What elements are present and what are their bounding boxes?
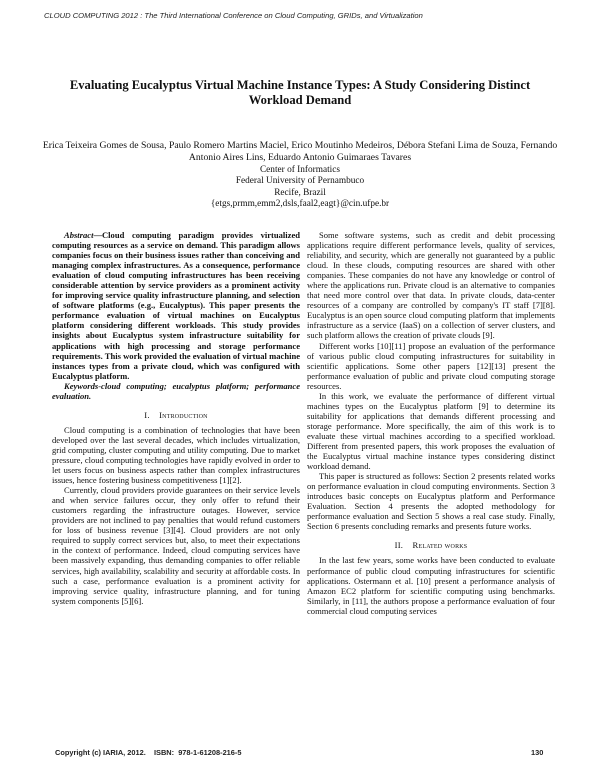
section-2-heading: [307, 540, 555, 550]
affiliation: [100, 165, 500, 210]
affiliation-city: Recife, Brazil: [274, 187, 326, 198]
paper-title: Evaluating Eucalyptus Virtual Machine Instance Types: A Study Considering Distinct Workload Demand: [69, 78, 531, 107]
footer-page-number: 130: [531, 748, 544, 757]
affiliation-email: {etgs,prmm,emm2,dsls,faal2,eagt}@cin.ufpe.br: [210, 198, 390, 209]
intro-paragraph-2: Currently, cloud providers provide guarantees on their service levels and when service failures occur, they only offer to refund their customers regarding the infrastructure outages. However, service providers are not inclined to pay penalties that would refund customers for loss of business revenue [3][4]. Cloud providers are not only required to supply correct services but, also, to meet their expectations in the context of performance. Indeed, cloud computing services have been massively expanding, thus demanding companies to offer reliable services, high availability, scalability and security at affordable costs. In such a case, performance evaluation is a prominent activity for improving service quality, infrastructure planning, and for tuning system components [5][6].: [52, 485, 300, 606]
section-2-number: II.: [394, 540, 404, 551]
intro-paragraph-4: Different works [10][11] propose an evaluation of the performance of various public cloud computing infrastructures for suitability in scientific applications. Some other papers [12][13] present the performance evaluation of public and private cloud computing storage resources.: [307, 340, 555, 391]
intro-paragraph-5: In this work, we evaluate the performance of different virtual machines types on the Eucalyptus platform [9] to determine its suitability for applications that demands different processing and storage performance. More specifically, the aim of this work is to evaluate these virtual machines according to a specified workload. Different from presented papers, this work proposes the evaluation of the Eucalyptus virtual machine instance types considering distinct workload demand.: [307, 390, 555, 472]
author-list: Erica Teixeira Gomes de Sousa, Paulo Romero Martins Maciel, Erico Moutinho Medeiros, Débora Stefani Lima de Souza, Fernando Antonio Aires Lins, Eduardo Antonio Guimaraes Tavares: [42, 140, 558, 163]
intro-paragraph-1: Cloud computing is a combination of technologies that have been developed over the last several decades, which includes virtualization, grid computing, cluster computing and utility computing. Due to market pressure, cloud computing technologies have rapidly evolved in order to let users focus on business aspects rather than complex infrastructures issues, hence fostering business competitiveness [1][2].: [52, 424, 300, 486]
running-head: CLOUD COMPUTING 2012 : The Third International Conference on Cloud Computing, GRIDs, and Virtualization: [44, 11, 423, 20]
right-column: [307, 230, 555, 616]
footer-copyright: Copyright (c) IARIA, 2012. ISBN: 978-1-61208-216-5: [55, 748, 242, 757]
related-works-paragraph: In the last few years, some works have been conducted to evaluate performance of public cloud computing infrastructures for scientific applications. Ostermann et al. [10] present a performance analysis of Amazon EC2 platform for scientific computing using benchmarks. Similarly, in [11], the authors propose a performance evaluation of four commercial cloud computing services: [307, 555, 555, 616]
section-2-title: Related works: [412, 540, 468, 551]
abstract-text: —Cloud computing paradigm provides virtualized computing resources as a service on demand. This paradigm allows companies focus on their business issues rather than conceiving and managing complex infrastructures. As a consequence, performance evaluation of cloud computing infrastructures has been receiving considerable attention by service providers as a prominent activity for improving service quality infrastructure planning, and selection of software platforms (e.g., Eucalyptus). This paper presents the performance evaluation of virtual machines on Eucalyptus platform considering different workloads. This study provides insights about Eucalyptus system infrastructure suitability for applications with high processing and storage performance requirements. This work provided the evaluation of virtual machine instances types from a private cloud, which was configured with Eucalyptus platform.: [52, 230, 300, 381]
intro-paragraph-3: Some software systems, such as credit and debit processing applications require different performance levels, quality of services, reliability, and security, which are generally not guaranteed by a public cloud. In these clouds, computing resources are shared with other companies. These companies do not have any knowledge or control of where the applications run. Private cloud is an alternative to companies that need more control over that data. In private clouds, data-center resources of a company are controlled by company's IT staff [7][8]. Eucalyptus is an open source cloud computing platform that implements infrastructure as a service (IaaS) on a collection of server clusters, and such platform allows the creation of private clouds [9].: [307, 230, 555, 341]
left-column: [52, 230, 300, 606]
intro-paragraph-6: This paper is structured as follows: Section 2 presents related works on performance evaluation in cloud computing environments. Section 3 introduces basic concepts on Eucalyptus platform and Performance Evaluation. Section 4 presents the adopted methodology for performance evaluation and Section 5 shows a real case study. Finally, Section 6 presents concluding remarks and presents future works.: [307, 471, 555, 532]
affiliation-dept: Center of Informatics: [259, 165, 341, 175]
affiliation-university: Federal University of Pernambuco: [235, 176, 365, 187]
keywords: Keywords-cloud computing; eucalyptus platform; performance evaluation.: [52, 380, 300, 401]
section-1-heading: [52, 410, 300, 420]
abstract: [52, 230, 300, 381]
abstract-lead: Abstract: [64, 230, 94, 240]
section-1-number: I.: [144, 409, 150, 420]
section-1-title: Introduction: [159, 409, 208, 420]
